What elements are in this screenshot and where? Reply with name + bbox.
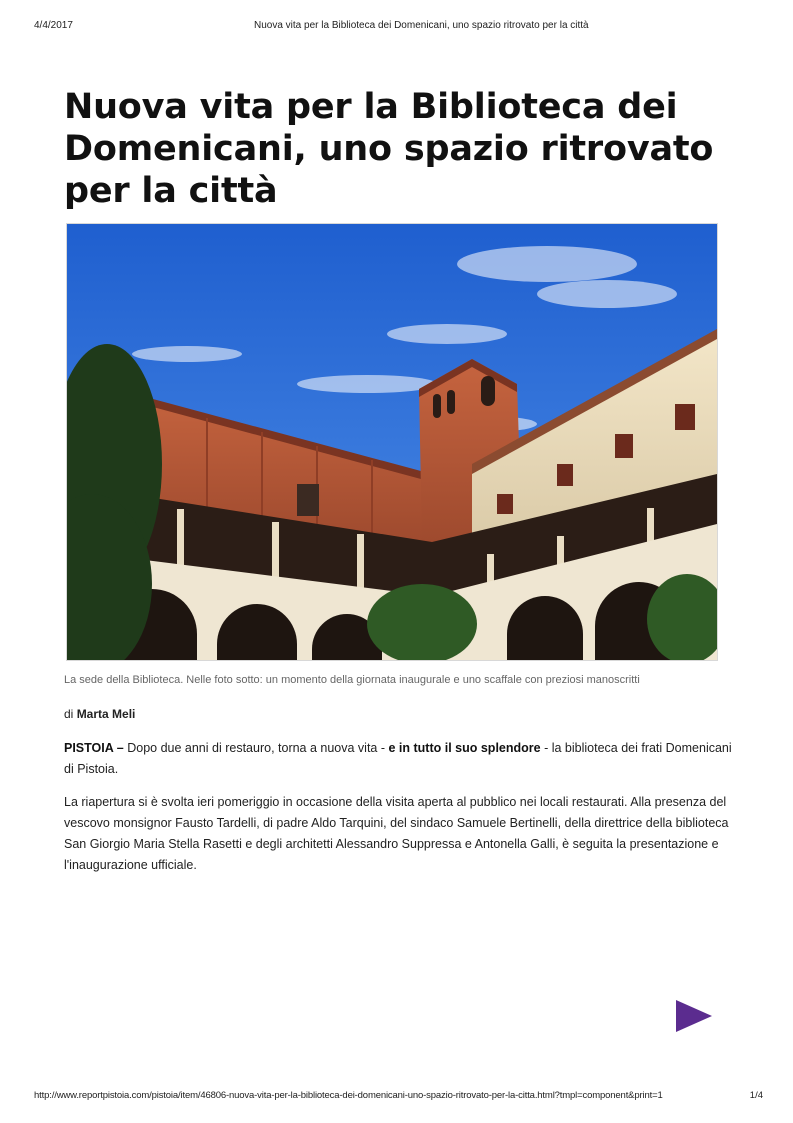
lead-paragraph: [64, 738, 734, 780]
body-paragraph: La riapertura si è svolta ieri pomeriggio in occasione della visita aperta al pubblico nei locali restaurati. Alla presenza del vescovo monsignor Fausto Tardelli, di padre Aldo Tarquini, del sindaco Samuele Bertinelli, della direttrice della biblioteca San Giorgio Maria Stella Rasetti e degli architetti Alessandro Suppressa e Antonella Galli, è seguita la presentazione e l'inaugurazione ufficiale.: [64, 795, 729, 872]
print-doc-title: Nuova vita per la Biblioteca dei Domenicani, uno spazio ritrovato per la città: [254, 20, 589, 31]
lead-text-a: Dopo due anni di restauro, torna a nuova vita -: [123, 741, 389, 755]
lead-emphasis: e in tutto il suo splendore: [388, 741, 541, 755]
lead-text-b: - la biblioteca dei frati Domenicani di Pistoia.: [64, 741, 732, 776]
print-header: [34, 20, 759, 34]
byline-prefix: di: [64, 707, 74, 721]
image-caption: La sede della Biblioteca. Nelle foto sotto: un momento della giornata inaugurale e uno scaffale con preziosi manoscritti: [64, 674, 640, 686]
byline: [64, 707, 135, 721]
next-page-button[interactable]: [674, 998, 714, 1034]
page-number: 1/4: [749, 1090, 763, 1101]
print-date: 4/4/2017: [34, 20, 73, 31]
author-name[interactable]: Marta Meli: [76, 707, 136, 721]
print-footer: [34, 1090, 763, 1104]
page-url: http://www.reportpistoia.com/pistoia/item/46806-nuova-vita-per-la-biblioteca-dei-domenicani-uno-spazio-ritrovato-per-la-citta.html?tmpl=component&print=1: [34, 1090, 663, 1101]
article-title: Nuova vita per la Biblioteca dei Domenicani, uno spazio ritrovato per la città: [64, 87, 714, 211]
play-arrow-icon: [674, 998, 714, 1034]
hero-image: [66, 223, 718, 661]
location-label: PISTOIA –: [64, 741, 124, 755]
